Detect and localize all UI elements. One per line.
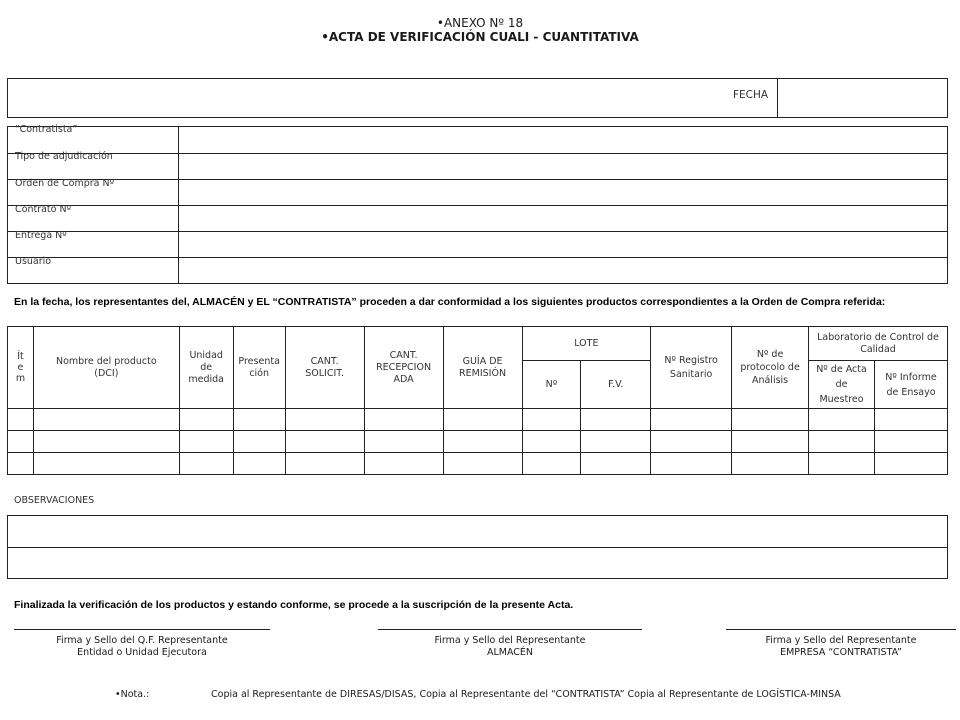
col-qty-received-header: CANT. RECEPCION ADA bbox=[364, 327, 443, 409]
table-row bbox=[8, 409, 948, 431]
purchase-order-label: Orden de Compra Nº bbox=[15, 178, 115, 189]
col-lab-report-header: Nº Informe de Ensayo bbox=[875, 361, 948, 409]
contractor-label: “Contratista” bbox=[15, 124, 78, 135]
note-text: Copia al Representante de DIRESAS/DISAS, Copia al Representante del “CONTRATISTA” Copia al Representante de LOGÍSTICA-MINSA bbox=[211, 689, 841, 700]
signature-entity bbox=[14, 635, 270, 659]
closing-text: Finalizada la verificación de los productos y estando conforme, se procede a la suscripción de la presente Acta. bbox=[14, 599, 574, 611]
user-field[interactable] bbox=[180, 258, 946, 283]
signature-line-warehouse bbox=[378, 629, 642, 630]
signature-contractor-title: Firma y Sello del Representante bbox=[765, 635, 917, 646]
signature-entity-org: Entidad o Unidad Ejecutora bbox=[77, 647, 207, 658]
delivery-field[interactable] bbox=[180, 232, 946, 257]
signature-contractor bbox=[726, 635, 956, 659]
observation-line-1[interactable] bbox=[8, 516, 947, 548]
contract-label: Contrato Nº bbox=[15, 204, 72, 215]
document-title: •ACTA DE VERIFICACIÓN CUALI - CUANTITATIVA bbox=[321, 30, 639, 44]
annex-number: •ANEXO Nº 18 bbox=[436, 16, 524, 30]
user-label: Usuario bbox=[15, 256, 52, 267]
col-lot-no-header: Nº bbox=[522, 361, 581, 409]
signature-warehouse-org: ALMACÉN bbox=[486, 647, 534, 658]
delivery-label: Entrega Nº bbox=[15, 230, 67, 241]
date-divider bbox=[777, 78, 778, 118]
observations-label: OBSERVACIONES bbox=[14, 495, 95, 506]
info-table bbox=[7, 126, 948, 284]
signature-entity-title: Firma y Sello del Q.F. Representante bbox=[56, 635, 228, 646]
signature-line-entity bbox=[14, 629, 270, 630]
col-name-header: Nombre del producto (DCI) bbox=[33, 327, 179, 409]
date-box bbox=[7, 78, 948, 118]
col-qty-requested-header: CANT. SOLICIT. bbox=[285, 327, 364, 409]
col-presentation-header: Presenta ción bbox=[233, 327, 285, 409]
col-lab-acta-header: Nº de Acta de Muestreo bbox=[809, 361, 875, 409]
date-field[interactable] bbox=[779, 79, 947, 117]
col-reg-header: Nº Registro Sanitario bbox=[651, 327, 732, 409]
signature-warehouse-title: Firma y Sello del Representante bbox=[434, 635, 586, 646]
contract-field[interactable] bbox=[180, 206, 946, 231]
intro-text: En la fecha, los representantes del, ALMACÉN y EL “CONTRATISTA” proceden a dar conformidad a los siguientes productos correspondientes a la Orden de Compra referida: bbox=[14, 296, 886, 308]
table-row bbox=[8, 453, 948, 475]
award-type-label: Tipo de adjudicación bbox=[15, 151, 113, 162]
col-protocol-header: Nº de protocolo de Análisis bbox=[732, 327, 809, 409]
award-type-field[interactable] bbox=[180, 154, 946, 179]
observations-box bbox=[7, 515, 948, 579]
signature-warehouse bbox=[378, 635, 642, 659]
contractor-field[interactable] bbox=[180, 127, 946, 152]
col-guide-header: GUÍA DE REMISIÓN bbox=[443, 327, 522, 409]
col-item-header: Ít e m bbox=[8, 327, 34, 409]
signature-contractor-org: EMPRESA “CONTRATISTA” bbox=[780, 647, 902, 658]
col-unit-header: Unidad de medida bbox=[179, 327, 233, 409]
signature-line-contractor bbox=[726, 629, 956, 630]
col-lot-fv-header: F.V. bbox=[581, 361, 651, 409]
note-label: •Nota.: bbox=[115, 689, 150, 700]
table-row bbox=[8, 431, 948, 453]
purchase-order-field[interactable] bbox=[180, 180, 946, 205]
col-lot-header: LOTE bbox=[522, 327, 651, 361]
product-table bbox=[7, 326, 948, 475]
date-label: FECHA bbox=[733, 89, 769, 101]
col-lab-header: Laboratorio de Control de Calidad bbox=[809, 327, 948, 361]
observation-line-2[interactable] bbox=[8, 548, 947, 578]
